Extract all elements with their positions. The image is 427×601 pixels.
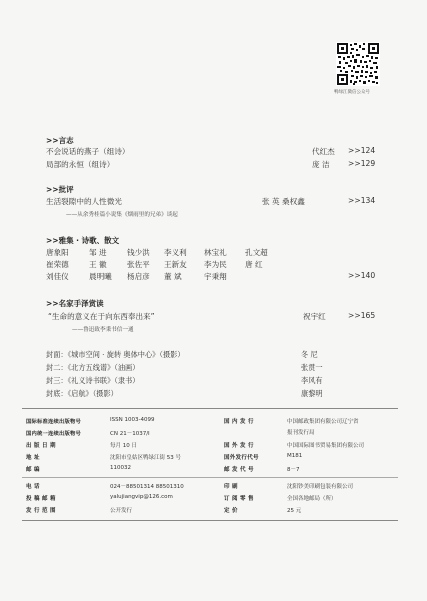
cn-value: CN 21－1037/I [110,431,150,437]
cover-credit: 封二：《北方五线谱》（油画） [46,363,140,372]
author-name: 张佐平 [127,260,150,269]
imprint-value: 每月 10 日 [110,443,137,449]
entry-title: 不会说话的燕子（组诗） [46,147,130,156]
author-name: 孔文超 [245,248,268,257]
cover-author: 康黎明 [301,389,323,398]
cover-author: 张贯一 [301,363,323,372]
imprint-label: 邮 发 代 号 [224,467,254,473]
author-name: 邹 进 [89,248,107,257]
entry-author: 庞 洁 [312,160,330,169]
author-name: 杨启彦 [127,272,150,281]
imprint-value: 110032 [110,465,131,471]
entry-subtitle: ——从余秀桂篇小说集《烟雨里的兄弟》谈起 [66,212,178,218]
entry-title: 生活裂隙中的人性微光 [46,197,122,206]
author-name: 林宝礼 [204,248,227,257]
author-name: 崔荣德 [46,260,69,269]
author-name: 李为民 [204,260,227,269]
imprint-value: 024－88501314 88501310 [110,484,184,490]
author-name: 刘佳仪 [46,272,69,281]
author-name: 董 斌 [164,272,182,281]
entry-page: >>129 [348,159,376,168]
entry-author: 祝宇红 [303,312,326,321]
imprint-divider [22,477,398,478]
imprint-label: 国 外 发 行 [224,443,254,449]
imprint-label: 投 稿 邮 箱 [26,496,56,502]
author-name: 唐 红 [245,260,263,269]
imprint-label: 电 话 [26,484,40,490]
imprint-value: 中国国际图书贸易集团有限公司 [287,443,365,449]
imprint-label: 印 刷 [224,484,238,490]
imprint-bottom-rule [22,520,398,521]
cover-credit: 封三：《礼义诗书联》（隶书） [46,376,140,385]
entry-page: >>140 [348,271,376,280]
section-label-piping: >>批评 [46,185,74,194]
entry-page: >>124 [348,146,376,155]
entry-title: 局部的永恒（组诗） [46,160,115,169]
qr-caption: 鸭绿江微信公众号 [334,90,370,95]
cover-author: 冬 尼 [301,350,318,359]
imprint-value: 25 元 [287,508,302,514]
author-name: 宇秉翔 [204,272,227,281]
section-label-yaji: >>雅集 · 诗歌、散文 [46,236,120,245]
imprint-label: 发 行 范 围 [26,508,56,514]
imprint-value: M181 [287,453,303,459]
issn-value: ISSN 1003-4099 [110,417,155,423]
entry-title: “生命的意义在于向东西奉出来” [48,312,155,321]
entry-author: 张 英 桑权鑫 [262,197,305,206]
imprint-label: 定 价 [224,508,238,514]
cn-label: 国内统一连续出版物号 [26,431,81,437]
entry-author: 代红杰 [312,147,335,156]
author-name: 唐象阳 [46,248,69,257]
imprint-label: 邮 编 [26,467,40,473]
imprint-value: 公开发行 [110,508,133,514]
cover-credit: 封面：《城市空间 · 旋转 奥体中心》（摄影） [46,350,185,359]
cover-author: 李风有 [301,376,323,385]
imprint-label: 地 址 [26,455,40,461]
imprint-top-rule [22,408,398,409]
issn-label: 国际标准连续出版物号 [26,419,81,425]
imprint-label: 订 阅 零 售 [224,496,254,502]
author-name: 王新友 [164,260,187,269]
cover-credit: 封底：《启航》（摄影） [46,389,118,398]
imprint-label: 国外发行代号 [224,455,259,461]
entry-page: >>165 [348,311,376,320]
imprint-label: 国 内 发 行 [224,419,254,425]
imprint-value: 沈阳钞美印刷包装有限公司 [287,484,354,490]
section-label-yanzhi: >>言志 [46,136,74,145]
imprint-value: 沈阳市皇姑区鸭绿江街 53 号 [110,455,181,461]
author-name: 李义利 [164,248,187,257]
imprint-value: 中国邮政集团有限公司辽宁省 [287,419,359,425]
author-name: 晨明曦 [89,272,112,281]
imprint-value: yalujiangvip@126.com [110,494,173,500]
author-name: 王 徽 [89,260,107,269]
imprint-value: 报刊发行局 [287,430,315,436]
author-name: 钱少洪 [127,248,150,257]
entry-page: >>134 [348,196,376,205]
imprint-value: 全国各地邮局（所） [287,496,337,502]
imprint-value: 8－7 [287,467,300,473]
qr-code-icon [336,42,380,86]
section-label-mingjia: >>名家手泽赏读 [46,299,104,308]
imprint-label: 出 版 日 期 [26,443,56,449]
entry-subtitle: ——鲁迅致李秉书信一通 [72,327,134,333]
